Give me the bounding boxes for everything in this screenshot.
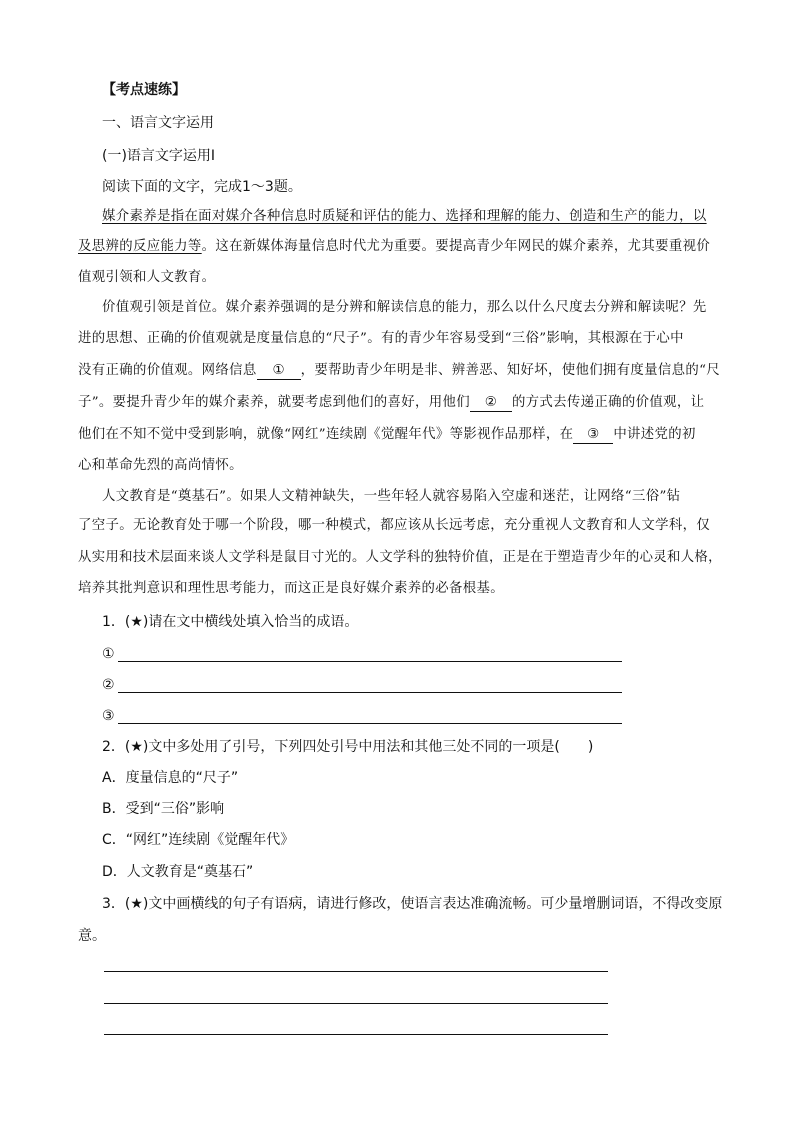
passage-line: 及思辨的反应能力等。这在新媒体海量信息时代尤为重要。要提高青少年网民的媒介素养，尤其要重视价 xyxy=(78,239,711,254)
passage-line: 子”。要提升青少年的媒介素养，就要考虑到他们的喜好，用他们 ② 的方式去传递正确的价值观，让 xyxy=(78,395,705,410)
answer-line[interactable] xyxy=(118,692,622,693)
reading-instruction: 阅读下面的文字，完成1～3题。 xyxy=(102,179,302,195)
underlined-sentence: 媒介素养是指在面对媒介各种信息时质疑和评估的能力、选择和理解的能力、创造和生产的能力，以 xyxy=(102,209,707,224)
question-1: 1．(★)请在文中横线处填入恰当的成语。 xyxy=(102,614,359,630)
fill-blank-3: ③ xyxy=(573,427,613,444)
option-b[interactable]: B．受到“三俗”影响 xyxy=(102,801,225,817)
passage-line: 值观引领和人文教育。 xyxy=(78,270,216,285)
answer-mark-3: ③ xyxy=(102,708,115,724)
passage-line: 从实用和技术层面来谈人文学科是鼠目寸光的。人文学科的独特价值，正是在于塑造青少年的心灵和人格， xyxy=(78,550,722,565)
passage-line: 心和革命先烈的高尚情怀。 xyxy=(78,458,243,473)
answer-line[interactable] xyxy=(104,971,608,972)
passage-line: 价值观引领是首位。媒介素养强调的是分辨和解读信息的能力，那么以什么尺度去分辨和解读呢？先 xyxy=(102,300,707,315)
passage-line: 没有正确的价值观。网络信息 ① ，要帮助青少年明是非、辨善恶、知好坏，使他们拥有度量信息的“尺 xyxy=(78,363,721,378)
sub-heading: (一)语言文字运用Ⅰ xyxy=(102,148,216,164)
passage-line: 了空子。无论教育处于哪一个阶段，哪一种模式，都应该从长远考虑，充分重视人文教育和人文学科，仅 xyxy=(78,518,711,533)
part-heading: 一、语言文字运用 xyxy=(102,115,214,131)
answer-mark-1: ① xyxy=(102,646,115,662)
passage-line: 培养其批判意识和理性思考能力，而这正是良好媒介素养的必备根基。 xyxy=(78,581,504,596)
question-3-continued: 意。 xyxy=(78,928,106,944)
option-a[interactable]: A．度量信息的“尺子” xyxy=(102,770,239,786)
answer-line[interactable] xyxy=(104,1003,608,1004)
option-d[interactable]: D．人文教育是“奠基石” xyxy=(102,864,254,880)
section-heading: 【考点速练】 xyxy=(102,82,186,98)
fill-blank-2: ② xyxy=(470,395,512,412)
question-3: 3．(★)文中画横线的句子有语病，请进行修改，使语言表达准确流畅。可少量增删词语，不得改变原 xyxy=(102,896,723,912)
passage-line: 人文教育是“奠基石”。如果人文精神缺失，一些年轻人就容易陷入空虚和迷茫，让网络“三俗”钻 xyxy=(102,489,681,504)
answer-line[interactable] xyxy=(118,723,622,724)
passage-line: 进的思想、正确的价值观就是度量信息的“尺子”。有的青少年容易受到“三俗”影响，其根源在于心中 xyxy=(78,331,684,346)
answer-mark-2: ② xyxy=(102,677,115,693)
question-2: 2．(★)文中多处用了引号，下列四处引号中用法和其他三处不同的一项是( ) xyxy=(102,739,594,755)
answer-line[interactable] xyxy=(104,1034,608,1035)
underlined-sentence: 及思辨的反应能力等 xyxy=(78,239,202,254)
passage-line: 他们在不知不觉中受到影响，就像“网红”连续剧《觉醒年代》等影视作品那样，在 ③ 中讲述党的初 xyxy=(78,427,696,442)
answer-line[interactable] xyxy=(118,661,622,662)
fill-blank-1: ① xyxy=(257,363,301,380)
option-c[interactable]: C．“网红”连续剧《觉醒年代》 xyxy=(102,832,295,848)
passage-line xyxy=(102,207,707,227)
